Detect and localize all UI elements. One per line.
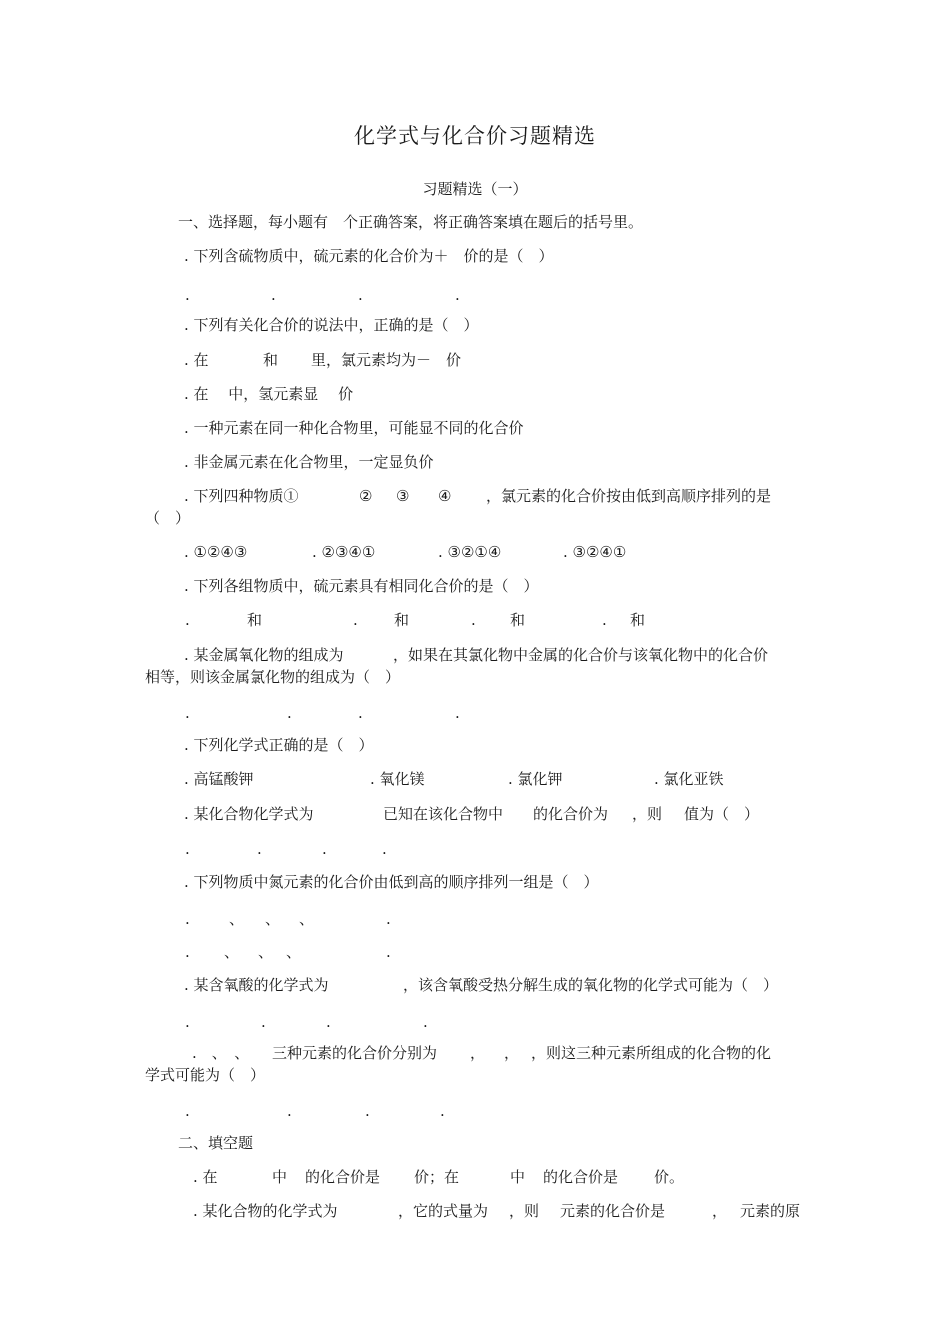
question-text: ， [470, 1044, 486, 1062]
option-text: 和 [510, 611, 526, 629]
option-separator: 、 [299, 910, 315, 928]
question-text: . 某含氧酸的化学式为 [184, 976, 329, 994]
option-marker: . [322, 840, 327, 858]
option-marker: . [261, 1013, 266, 1031]
option-text: . ②③④① [312, 543, 376, 561]
option-marker: . [440, 1102, 445, 1120]
fill-question-text: 中 [272, 1168, 288, 1186]
question-text: （ ） [145, 509, 191, 527]
option-text: 里，氯元素均为－ 价 [311, 351, 462, 369]
fill-question-text: 中 [510, 1168, 526, 1186]
question-text: ④ [438, 487, 452, 505]
option-text: . 高锰酸钾 [184, 770, 254, 788]
option-separator: 、 [258, 943, 274, 961]
option-marker: . [185, 286, 190, 304]
page-title: 化学式与化合价习题精选 [354, 124, 596, 148]
question-text: 的化合价为 [533, 805, 609, 823]
option-text: . 在 中，氢元素显 价 [184, 385, 354, 403]
option-text: . ①②④③ [184, 543, 248, 561]
fill-question-text: ， [712, 1202, 728, 1220]
question-text: ② [359, 487, 373, 505]
option-marker: . [358, 286, 363, 304]
question-text: ③ [396, 487, 410, 505]
question-text: ，则 [632, 805, 663, 823]
option-marker: . [185, 1013, 190, 1031]
section-fill-heading: 二、填空题 [178, 1134, 254, 1152]
question-text: . 下列各组物质中，硫元素具有相同化合价的是（ ） [184, 577, 539, 595]
option-separator: 、 [229, 910, 245, 928]
question-text: 三种元素的化合价分别为 [272, 1044, 438, 1062]
option-marker: . [602, 611, 607, 629]
option-marker: . [382, 840, 387, 858]
question-text: . 、 、 [192, 1044, 250, 1062]
option-marker: . [386, 910, 391, 928]
option-marker: . [185, 611, 190, 629]
option-text: . 在 [184, 351, 209, 369]
option-text: 和 [263, 351, 279, 369]
option-marker: . [185, 943, 190, 961]
option-marker: . [353, 611, 358, 629]
question-text: 值为（ ） [684, 805, 760, 823]
fill-question-text: 元素的化合价是 [560, 1202, 666, 1220]
option-marker: . [271, 286, 276, 304]
option-text: . 氧化镁 [370, 770, 425, 788]
option-marker: . [185, 910, 190, 928]
option-marker: . [257, 840, 262, 858]
option-marker: . [287, 704, 292, 722]
option-text: 和 [394, 611, 410, 629]
option-text: 和 [630, 611, 646, 629]
fill-question-text: ，则 [509, 1202, 540, 1220]
option-marker: . [365, 1102, 370, 1120]
question-text: ，该含氧酸受热分解生成的氧化物的化学式可能为（ ） [403, 976, 779, 994]
option-text: . 氯化亚铁 [654, 770, 724, 788]
option-marker: . [455, 704, 460, 722]
fill-question-text: 的化合价是 [305, 1168, 381, 1186]
fill-question-text: 的化合价是 [543, 1168, 619, 1186]
fill-question-text: 价。 [654, 1168, 685, 1186]
option-text: 和 [247, 611, 263, 629]
option-separator: 、 [224, 943, 240, 961]
fill-question-text: ，它的式量为 [398, 1202, 489, 1220]
option-text: . ③②④① [563, 543, 627, 561]
question-text: ，氯元素的化合价按由低到高顺序排列的是 [486, 487, 772, 505]
exercise-subtitle: 习题精选（一） [422, 180, 528, 198]
question-text: ， [504, 1044, 520, 1062]
option-marker: . [386, 943, 391, 961]
option-marker: . [471, 611, 476, 629]
option-text: . ③②①④ [438, 543, 502, 561]
option-marker: . [185, 840, 190, 858]
option-marker: . [423, 1013, 428, 1031]
fill-question-text: 价；在 [414, 1168, 460, 1186]
fill-question-text: 元素的原 [740, 1202, 801, 1220]
option-marker: . [185, 704, 190, 722]
option-separator: 、 [265, 910, 281, 928]
question-text: . 下列四种物质① [184, 487, 299, 505]
question-text: ，如果在其氯化物中金属的化合价与该氧化物中的化合价 [393, 646, 769, 664]
question-text: . 下列化学式正确的是（ ） [184, 736, 374, 754]
section-choice-heading: 一、选择题，每小题有 个正确答案，将正确答案填在题后的括号里。 [178, 213, 644, 231]
fill-question-text: . 某化合物的化学式为 [193, 1202, 338, 1220]
question-text: 相等，则该金属氯化物的组成为（ ） [145, 668, 401, 686]
option-marker: . [455, 286, 460, 304]
question-text: . 下列有关化合价的说法中，正确的是（ ） [184, 316, 479, 334]
question-text: . 下列物质中氮元素的化合价由低到高的顺序排列一组是（ ） [184, 873, 599, 891]
option-separator: 、 [286, 943, 302, 961]
question-text: 已知在该化合物中 [383, 805, 504, 823]
option-marker: . [358, 704, 363, 722]
question-text: ，则这三种元素所组成的化合物的化 [531, 1044, 772, 1062]
option-text: . 一种元素在同一种化合物里，可能显不同的化合价 [184, 419, 524, 437]
question-text: . 某金属氧化物的组成为 [184, 646, 344, 664]
option-marker: . [185, 1102, 190, 1120]
question-text: . 某化合物化学式为 [184, 805, 314, 823]
option-text: . 非金属元素在化合物里，一定显负价 [184, 453, 434, 471]
question-text: 学式可能为（ ） [145, 1066, 266, 1084]
option-marker: . [326, 1013, 331, 1031]
option-text: . 氯化钾 [508, 770, 563, 788]
fill-question-text: . 在 [193, 1168, 218, 1186]
option-marker: . [287, 1102, 292, 1120]
question-text: . 下列含硫物质中，硫元素的化合价为＋ 价的是（ ） [184, 247, 554, 265]
